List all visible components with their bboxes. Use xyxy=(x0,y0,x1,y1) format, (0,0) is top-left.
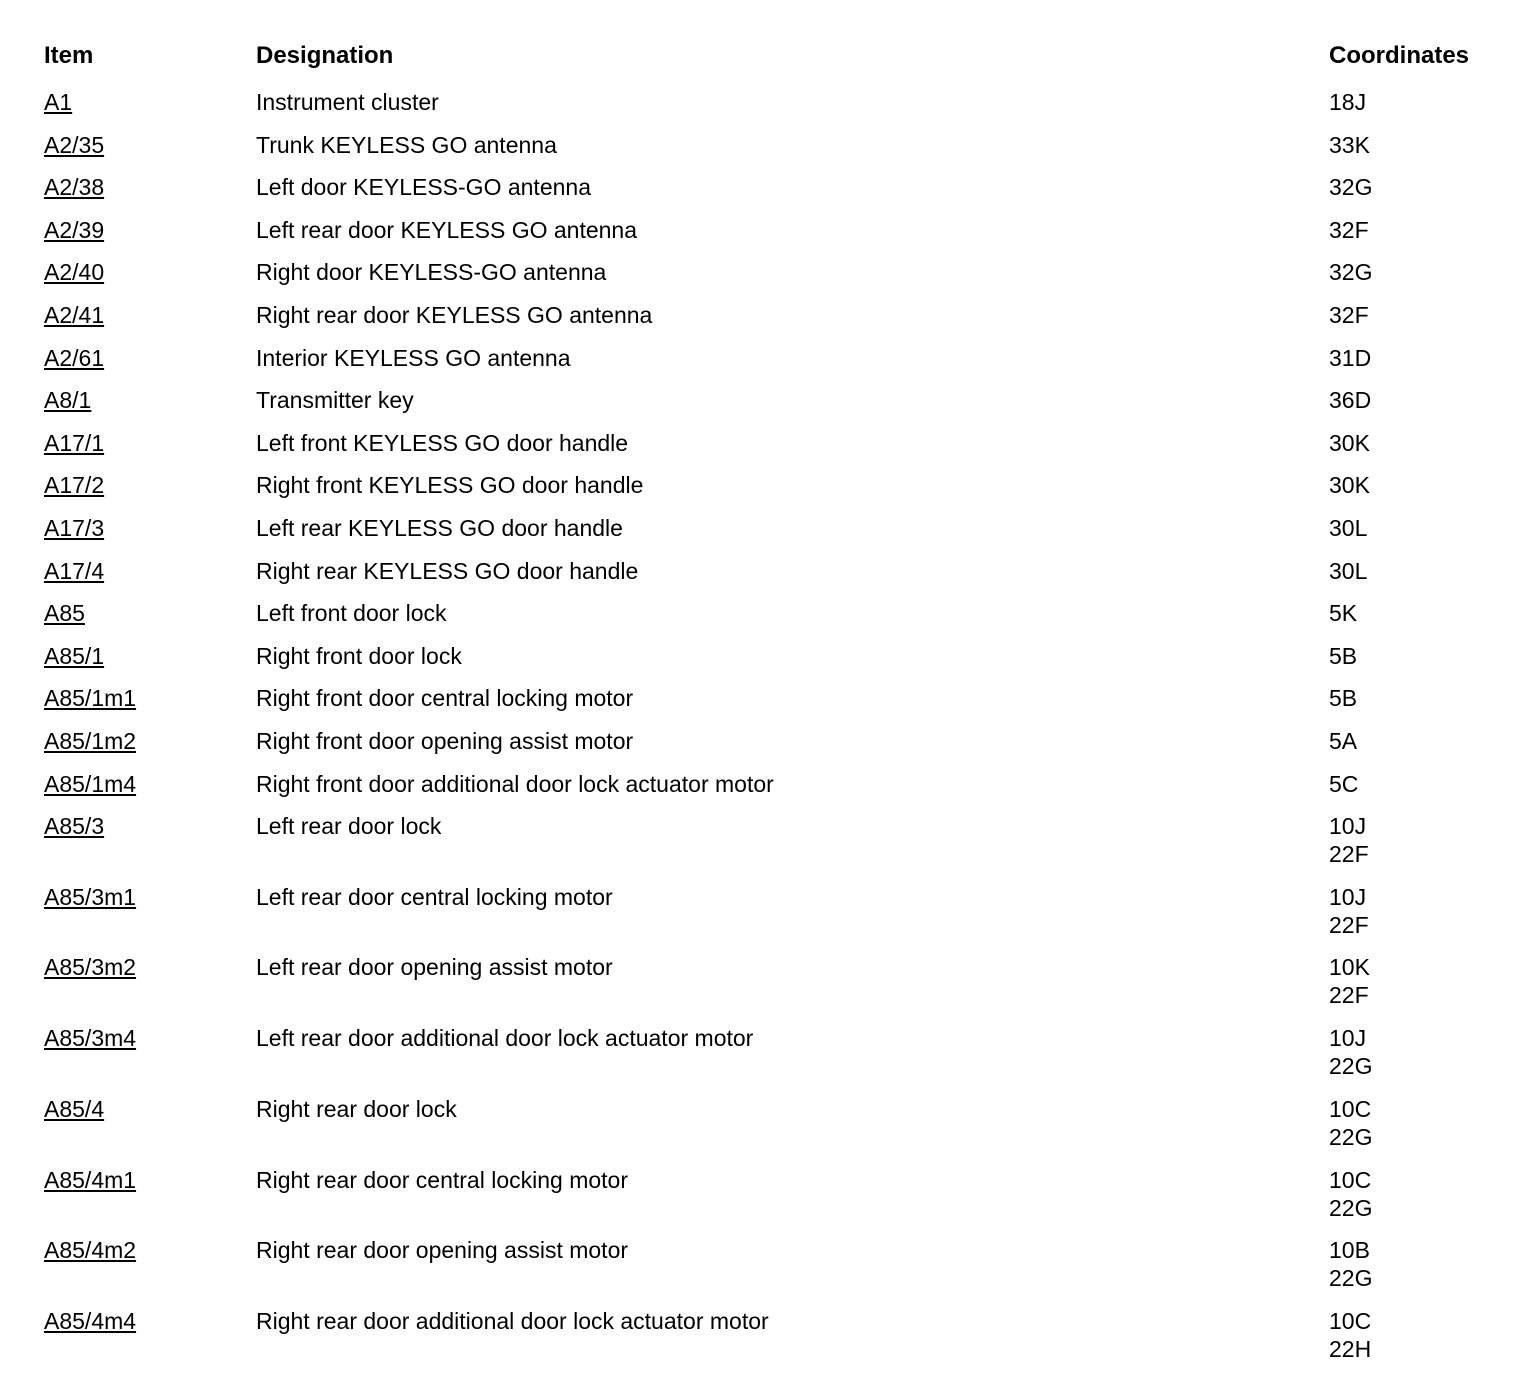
coordinates-cell xyxy=(1329,301,1369,329)
coordinate-value: 10J xyxy=(1329,813,1367,840)
designation-text: Right front door additional door lock actuator motor xyxy=(256,770,774,797)
coordinate-value: 10K xyxy=(1329,954,1370,981)
table-row xyxy=(0,1162,1520,1233)
table-row xyxy=(0,766,1520,809)
table-row xyxy=(0,595,1520,638)
coordinate-value: 33K xyxy=(1329,131,1370,158)
item-link[interactable]: A85/4m4 xyxy=(44,1307,137,1334)
coordinate-value: 22G xyxy=(1329,1265,1373,1292)
header-item: Item xyxy=(44,42,94,69)
coordinate-value: 22G xyxy=(1329,1053,1373,1080)
coordinates-cell xyxy=(1329,88,1366,116)
table-row xyxy=(0,638,1520,681)
coordinate-value: 30K xyxy=(1329,472,1370,499)
item-link[interactable]: A85/3 xyxy=(44,813,105,840)
table-row xyxy=(0,84,1520,127)
designation-text: Right rear door additional door lock actuator motor xyxy=(256,1307,769,1334)
coordinate-value: 32G xyxy=(1329,174,1373,201)
item-link[interactable]: A85/1m1 xyxy=(44,685,137,712)
designation-text: Interior KEYLESS GO antenna xyxy=(256,344,571,371)
designation-text: Right rear door central locking motor xyxy=(256,1166,628,1193)
table-row xyxy=(0,1091,1520,1162)
item-link[interactable]: A17/3 xyxy=(44,514,105,541)
coordinates-cell xyxy=(1329,216,1369,244)
table-row xyxy=(0,949,1520,1020)
coordinates-cell xyxy=(1329,1166,1372,1222)
coordinates-cell xyxy=(1329,514,1367,542)
designation-text: Right rear door KEYLESS GO antenna xyxy=(256,301,653,328)
item-link[interactable]: A2/39 xyxy=(44,216,105,243)
header-designation: Designation xyxy=(256,42,394,69)
table-row xyxy=(0,127,1520,170)
coordinate-value: 10C xyxy=(1329,1166,1372,1193)
designation-text: Trunk KEYLESS GO antenna xyxy=(256,131,557,158)
table-row xyxy=(0,212,1520,255)
table-row xyxy=(0,510,1520,553)
designation-text: Right rear door lock xyxy=(256,1095,457,1122)
table-row xyxy=(0,879,1520,950)
coordinate-value: 10C xyxy=(1329,1095,1372,1122)
table-row xyxy=(0,297,1520,340)
coordinates-cell xyxy=(1329,883,1369,939)
coordinates-cell xyxy=(1329,770,1358,798)
designation-text: Left rear door central locking motor xyxy=(256,883,613,910)
table-row xyxy=(0,254,1520,297)
coordinate-value: 22H xyxy=(1329,1335,1372,1362)
coordinate-value: 30L xyxy=(1329,514,1368,541)
item-link[interactable]: A8/1 xyxy=(44,387,92,414)
item-link[interactable]: A17/4 xyxy=(44,557,105,584)
coordinate-value: 31D xyxy=(1329,344,1372,371)
coordinate-value: 5C xyxy=(1329,770,1359,797)
coordinate-value: 10B xyxy=(1329,1237,1370,1264)
table-row xyxy=(0,553,1520,596)
coordinate-value: 32F xyxy=(1329,301,1369,328)
item-link[interactable]: A85/3m1 xyxy=(44,883,137,910)
coordinates-cell xyxy=(1329,557,1367,585)
table-row xyxy=(0,723,1520,766)
item-link[interactable]: A85 xyxy=(44,600,85,627)
coordinates-cell xyxy=(1329,173,1372,201)
item-link[interactable]: A2/35 xyxy=(44,131,105,158)
item-link[interactable]: A2/40 xyxy=(44,259,105,286)
table-row xyxy=(0,382,1520,425)
designation-text: Left rear door opening assist motor xyxy=(256,954,613,981)
designation-text: Right door KEYLESS-GO antenna xyxy=(256,259,607,286)
designation-text: Right front door opening assist motor xyxy=(256,727,634,754)
item-link[interactable]: A85/4m1 xyxy=(44,1166,137,1193)
designation-text: Left front door lock xyxy=(256,600,447,627)
table-row xyxy=(0,340,1520,383)
table-row xyxy=(0,808,1520,879)
table-row xyxy=(0,169,1520,212)
table-row xyxy=(0,680,1520,723)
item-link[interactable]: A85/3m2 xyxy=(44,954,137,981)
coordinates-cell xyxy=(1329,1236,1372,1292)
designation-text: Right front KEYLESS GO door handle xyxy=(256,472,644,499)
coordinates-cell xyxy=(1329,429,1370,457)
coordinate-value: 10J xyxy=(1329,1025,1367,1052)
designation-text: Right rear KEYLESS GO door handle xyxy=(256,557,639,584)
coordinates-cell xyxy=(1329,727,1357,755)
coordinate-value: 22F xyxy=(1329,841,1369,868)
coordinates-cell xyxy=(1329,1307,1371,1363)
coordinate-value: 5K xyxy=(1329,600,1358,627)
item-link[interactable]: A1 xyxy=(44,89,73,115)
table-row xyxy=(0,1232,1520,1303)
table-row xyxy=(0,1303,1520,1374)
coordinates-cell xyxy=(1329,1095,1372,1151)
coordinates-cell xyxy=(1329,684,1357,712)
designation-text: Left front KEYLESS GO door handle xyxy=(256,429,629,456)
table-row xyxy=(0,1020,1520,1091)
header-coordinates: Coordinates xyxy=(1329,42,1470,69)
designation-text: Left rear door additional door lock actuator motor xyxy=(256,1025,754,1052)
item-link[interactable]: A2/41 xyxy=(44,301,105,328)
designation-text: Left rear door KEYLESS GO antenna xyxy=(256,216,638,243)
table-body xyxy=(0,84,1520,1374)
coordinates-cell xyxy=(1329,642,1357,670)
coordinates-cell xyxy=(1329,258,1372,286)
coordinate-value: 22G xyxy=(1329,1194,1373,1221)
designation-text: Transmitter key xyxy=(256,387,414,414)
item-link[interactable]: A85/1m4 xyxy=(44,770,137,797)
coordinate-value: 32G xyxy=(1329,259,1373,286)
coordinate-value: 18J xyxy=(1329,89,1367,115)
table-row xyxy=(0,425,1520,468)
item-link[interactable]: A85/1m2 xyxy=(44,727,137,754)
coordinate-value: 10J xyxy=(1329,883,1367,910)
designation-text: Left door KEYLESS-GO antenna xyxy=(256,174,591,201)
coordinates-cell xyxy=(1329,344,1371,372)
designation-text: Right rear door opening assist motor xyxy=(256,1237,629,1264)
designation-text: Left rear door lock xyxy=(256,813,442,840)
designation-text: Left rear KEYLESS GO door handle xyxy=(256,514,623,541)
item-link[interactable]: A85/1 xyxy=(44,642,105,669)
coordinate-value: 30L xyxy=(1329,557,1368,584)
coordinates-cell xyxy=(1329,1024,1372,1080)
item-link[interactable]: A85/3m4 xyxy=(44,1025,137,1052)
item-link[interactable]: A85/4m2 xyxy=(44,1237,137,1264)
coordinate-value: 32F xyxy=(1329,216,1369,243)
item-link[interactable]: A2/61 xyxy=(44,344,105,371)
coordinate-value: 10C xyxy=(1329,1307,1372,1334)
item-link[interactable]: A17/1 xyxy=(44,429,105,456)
item-link[interactable]: A85/4 xyxy=(44,1095,105,1122)
coordinate-value: 30K xyxy=(1329,429,1370,456)
coordinates-cell xyxy=(1329,953,1370,1009)
coordinate-value: 5B xyxy=(1329,642,1358,669)
coordinate-value: 22G xyxy=(1329,1123,1373,1150)
coordinate-value: 5B xyxy=(1329,685,1358,712)
table-row xyxy=(0,467,1520,510)
item-link[interactable]: A17/2 xyxy=(44,472,105,499)
coordinate-value: 22F xyxy=(1329,911,1369,938)
designation-text: Instrument cluster xyxy=(256,89,439,115)
table-header xyxy=(0,42,1520,76)
item-link[interactable]: A2/38 xyxy=(44,174,105,201)
designation-text: Right front door lock xyxy=(256,642,462,669)
coordinates-cell xyxy=(1329,812,1369,868)
coordinates-cell xyxy=(1329,471,1370,499)
coordinate-value: 36D xyxy=(1329,387,1372,414)
coordinate-value: 5A xyxy=(1329,727,1358,754)
coordinates-cell xyxy=(1329,131,1370,159)
designation-text: Right front door central locking motor xyxy=(256,685,634,712)
coordinate-value: 22F xyxy=(1329,982,1369,1009)
coordinates-cell xyxy=(1329,599,1357,627)
coordinates-cell xyxy=(1329,386,1371,414)
